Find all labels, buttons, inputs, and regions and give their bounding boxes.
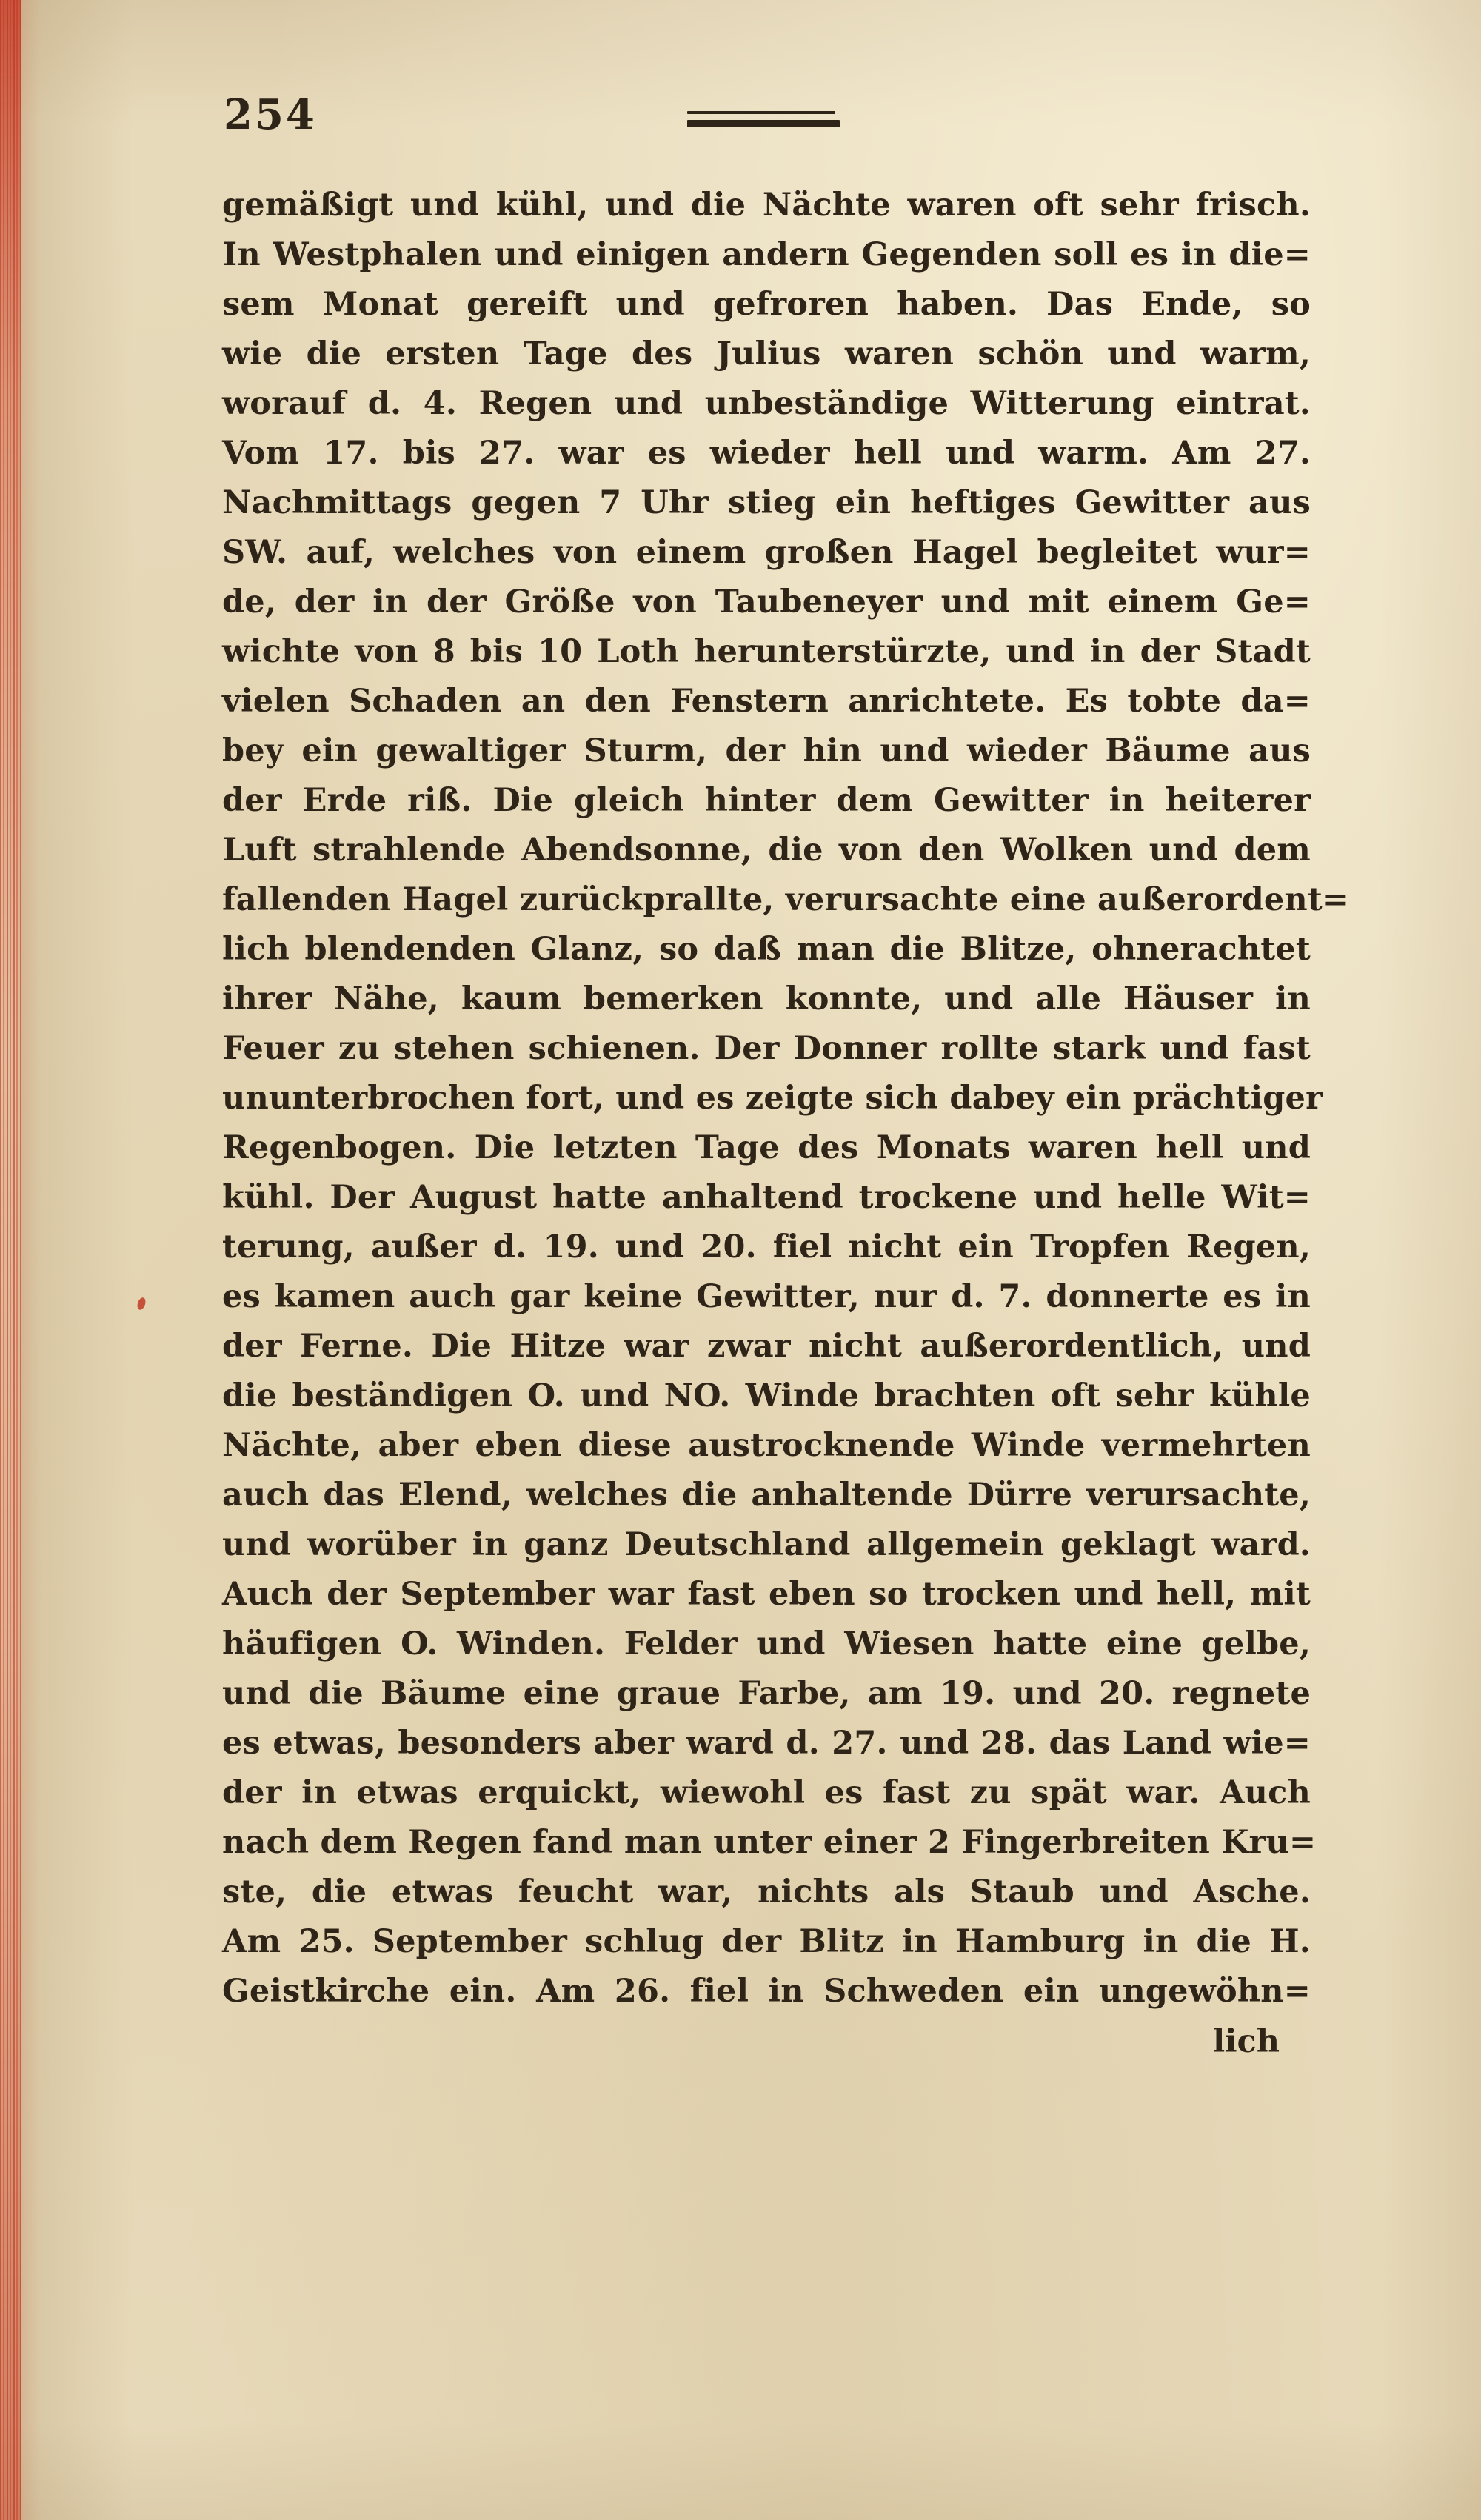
text-line: Geistkirche ein. Am 26. fiel in Schweden ein ungewöhn= <box>222 1973 1311 2010</box>
text-line: ununterbrochen fort, und es zeigte sich dabey ein prächtiger <box>222 1080 1323 1117</box>
binding-edge-red-sprinkle <box>0 0 21 2520</box>
text-line: und die Bäume eine graue Farbe, am 19. und 20. regnete <box>222 1675 1311 1712</box>
text-line: wichte von 8 bis 10 Loth herunterstürzte, und in der Stadt <box>222 633 1311 670</box>
text-line: die beständigen O. und NO. Winde brachten oft sehr kühle <box>222 1377 1311 1414</box>
rule-thin <box>687 111 835 114</box>
text-block <box>222 181 1350 2016</box>
text-line: SW. auf, welches von einem großen Hagel begleitet wur= <box>222 534 1311 571</box>
text-line: In Westphalen und einigen andern Gegenden soll es in die= <box>222 236 1311 273</box>
text-line: sem Monat gereift und gefroren haben. Das Ende, so <box>222 286 1311 323</box>
text-line: es kamen auch gar keine Gewitter, nur d. 7. donnerte es in <box>222 1278 1311 1315</box>
text-line: wie die ersten Tage des Julius waren schön und warm, <box>222 335 1311 372</box>
text-line: ihrer Nähe, kaum bemerken konnte, und alle Häuser in <box>222 980 1311 1017</box>
text-line: Regenbogen. Die letzten Tage des Monats waren hell und <box>222 1129 1311 1166</box>
text-line: der Erde riß. Die gleich hinter dem Gewitter in heiterer <box>222 782 1311 819</box>
text-line: der in etwas erquickt, wiewohl es fast zu spät war. Auch <box>222 1774 1311 1811</box>
text-line: Auch der September war fast eben so trocken und hell, mit <box>222 1576 1311 1613</box>
text-line: bey ein gewaltiger Sturm, der hin und wieder Bäume aus <box>222 732 1311 769</box>
text-line: Luft strahlende Abendsonne, die von den Wolken und dem <box>222 832 1311 869</box>
text-line: auch das Elend, welches die anhaltende Dürre verursachte, <box>222 1477 1311 1514</box>
text-line: lich blendenden Glanz, so daß man die Blitze, ohnerachtet <box>222 931 1311 968</box>
text-line: fallenden Hagel zurückprallte, verursachte eine außerordent= <box>222 881 1350 918</box>
page-number: 254 <box>224 90 317 139</box>
text-line: worauf d. 4. Regen und unbeständige Witterung eintrat. <box>222 385 1311 422</box>
text-line: Feuer zu stehen schienen. Der Donner rollte stark und fast <box>222 1030 1311 1067</box>
text-line: de, der in der Größe von Taubeneyer und mit einem Ge= <box>222 584 1311 621</box>
catchword: lich <box>1212 2023 1280 2060</box>
text-line: Am 25. September schlug der Blitz in Hamburg in die H. <box>222 1923 1311 1960</box>
ink-speck <box>136 1297 147 1311</box>
text-line: Nächte, aber eben diese austrocknende Winde vermehrten <box>222 1427 1311 1464</box>
double-rule-ornament <box>687 111 840 127</box>
text-line: der Ferne. Die Hitze war zwar nicht außerordentlich, und <box>222 1328 1311 1365</box>
text-line: terung, außer d. 19. und 20. fiel nicht ein Tropfen Regen, <box>222 1229 1311 1266</box>
binding-edge-fade <box>21 0 40 2520</box>
text-line: nach dem Regen fand man unter einer 2 Fingerbreiten Kru= <box>222 1824 1317 1861</box>
text-line: Nachmittags gegen 7 Uhr stieg ein heftiges Gewitter aus <box>222 484 1311 521</box>
text-line: es etwas, besonders aber ward d. 27. und 28. das Land wie= <box>222 1725 1311 1762</box>
text-line: und worüber in ganz Deutschland allgemein geklagt ward. <box>222 1526 1311 1563</box>
text-line: Vom 17. bis 27. war es wieder hell und warm. Am 27. <box>222 435 1311 472</box>
text-line: vielen Schaden an den Fenstern anrichtete. Es tobte da= <box>222 683 1311 720</box>
rule-thick <box>687 120 840 127</box>
text-line: kühl. Der August hatte anhaltend trockene und helle Wit= <box>222 1179 1311 1216</box>
text-line: ste, die etwas feucht war, nichts als Staub und Asche. <box>222 1874 1311 1911</box>
text-line: gemäßigt und kühl, und die Nächte waren oft sehr frisch. <box>222 187 1311 224</box>
text-line: häufigen O. Winden. Felder und Wiesen hatte eine gelbe, <box>222 1625 1311 1662</box>
